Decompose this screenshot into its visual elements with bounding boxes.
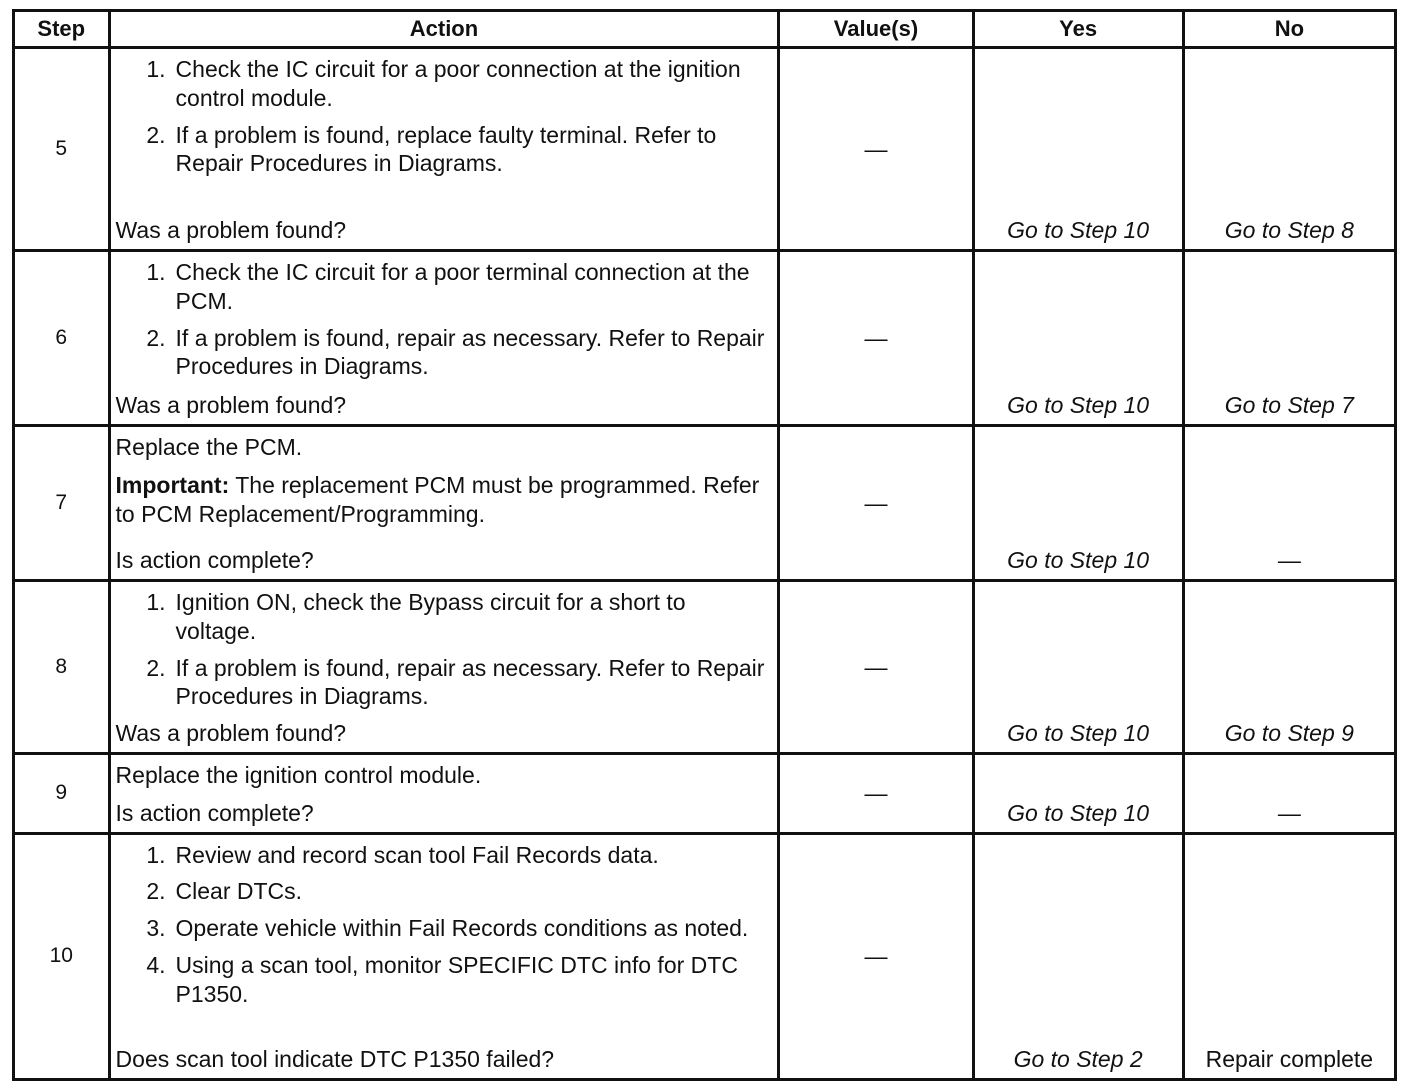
header-values: Value(s): [779, 11, 973, 48]
no-cell: —: [1183, 426, 1395, 581]
dash: —: [864, 135, 888, 162]
no-cell: —: [1183, 754, 1395, 834]
table-row-step-5: [14, 48, 1396, 251]
action-cell: [109, 581, 779, 754]
header-action: Action: [109, 11, 779, 48]
value-cell: [779, 426, 973, 581]
value-cell: [779, 251, 973, 426]
step-number: 8: [14, 581, 110, 754]
list-item: 4. Using a scan tool, monitor SPECIFIC DTC info for DTC P1350.: [146, 951, 738, 1007]
question-text: Is action complete?: [115, 547, 314, 574]
list-item: 2. Clear DTCs.: [146, 878, 303, 905]
action-text: Replace the PCM.: [115, 434, 303, 460]
important-note: Important: The replacement PCM must be programmed. Refer to PCM Replacement/Programming.: [115, 471, 760, 527]
no-cell: Go to Step 8: [1183, 48, 1395, 251]
question-text: Was a problem found?: [115, 720, 347, 747]
table-row-step-9: [14, 754, 1396, 834]
no-cell: Repair complete: [1183, 833, 1395, 1079]
header-no: No: [1183, 11, 1395, 48]
step-number: 7: [14, 426, 110, 581]
action-cell: [109, 426, 779, 581]
yes-cell: Go to Step 10: [973, 426, 1183, 581]
action-cell: [109, 251, 779, 426]
no-cell: Go to Step 7: [1183, 251, 1395, 426]
question-text: Was a problem found?: [115, 392, 347, 419]
list-item: 2. If a problem is found, repair as necessary. Refer to Repair Procedures in Diagrams.: [146, 324, 765, 380]
action-text: Replace the ignition control module.: [115, 762, 482, 788]
no-cell: Go to Step 9: [1183, 581, 1395, 754]
list-item: 1. Review and record scan tool Fail Records data.: [146, 841, 659, 868]
diagnostic-table: [12, 9, 1397, 1081]
table-row-step-7: [14, 426, 1396, 581]
dash: —: [864, 324, 888, 351]
list-item: 1. Check the IC circuit for a poor connection at the ignition control module.: [146, 56, 741, 111]
action-cell: [109, 833, 779, 1079]
action-cell: [109, 48, 779, 251]
header-row: [14, 11, 1396, 48]
yes-cell: Go to Step 10: [973, 251, 1183, 426]
list-item: 1. Ignition ON, check the Bypass circuit for a short to voltage.: [146, 589, 686, 644]
question-text: Does scan tool indicate DTC P1350 failed?: [115, 1045, 555, 1072]
list-item: 3. Operate vehicle within Fail Records conditions as noted.: [146, 915, 749, 941]
dash: —: [864, 779, 888, 806]
table-row-step-6: [14, 251, 1396, 426]
table-row-step-8: [14, 581, 1396, 754]
dash: —: [864, 942, 888, 969]
step-number: 6: [14, 251, 110, 426]
yes-cell: Go to Step 10: [973, 581, 1183, 754]
value-cell: [779, 48, 973, 251]
step-number: 9: [14, 754, 110, 834]
list-item: 2. If a problem is found, replace faulty terminal. Refer to Repair Procedures in Diagrams.: [146, 121, 717, 177]
table-row-step-10: [14, 833, 1396, 1079]
step-number: 5: [14, 48, 110, 251]
question-text: Is action complete?: [115, 799, 314, 826]
yes-cell: Go to Step 10: [973, 48, 1183, 251]
dash: —: [864, 653, 888, 680]
value-cell: [779, 833, 973, 1079]
yes-cell: Go to Step 10: [973, 754, 1183, 834]
value-cell: [779, 754, 973, 834]
step-number: 10: [14, 833, 110, 1079]
header-step: Step: [14, 11, 110, 48]
list-item: 2. If a problem is found, repair as necessary. Refer to Repair Procedures in Diagrams.: [146, 654, 765, 710]
question-text: Was a problem found?: [115, 217, 347, 244]
action-cell: [109, 754, 779, 834]
header-yes: Yes: [973, 11, 1183, 48]
yes-cell: Go to Step 2: [973, 833, 1183, 1079]
list-item: 1. Check the IC circuit for a poor terminal connection at the PCM.: [146, 259, 750, 314]
value-cell: [779, 581, 973, 754]
dash: —: [864, 489, 888, 516]
